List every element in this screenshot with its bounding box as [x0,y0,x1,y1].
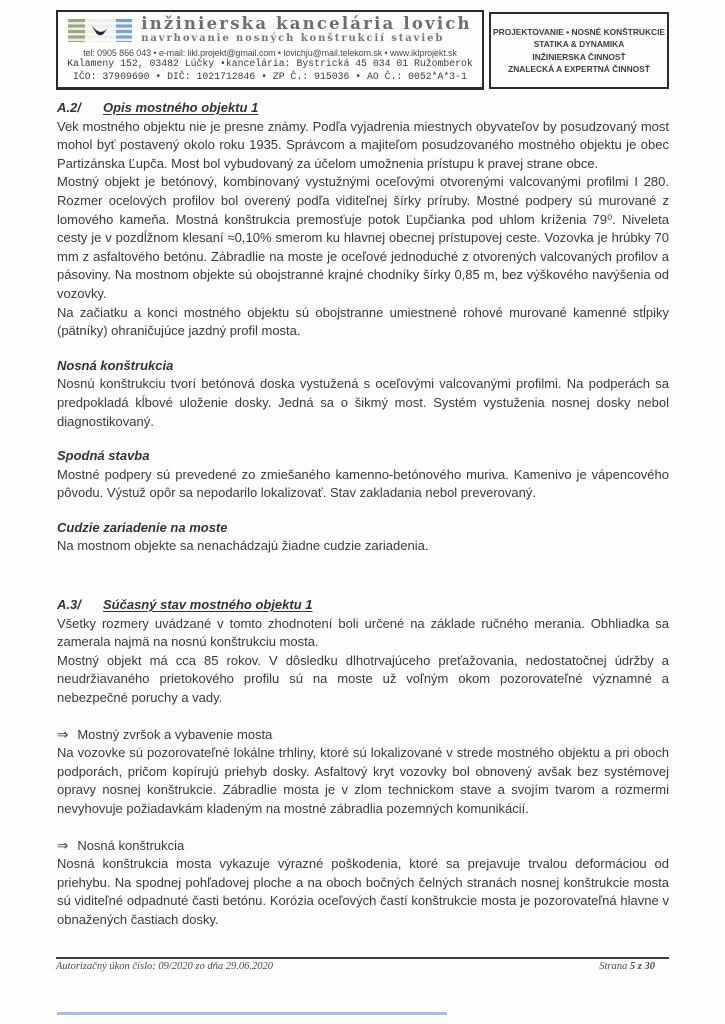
service-line-4: ZNALECKÁ A EXPERTNÁ ČINNOSŤ [508,64,650,74]
subsection-heading: Spodná stavba [57,448,150,464]
paragraph: Mostné podpery sú prevedené zo zmiešaného kamenno-betónového muriva. Kamenivo je vápencového pôvodu. Výstuž opôr sa nepodarilo lokalizovať. Stav zakladania nebol preverovaný. [57,466,669,501]
authorization-note: Autorizačný úkon číslo: 09/2020 zo dňa 29.06.2020 [56,961,273,972]
arrow-item-label: Mostný zvršok a vybavenie mosta [77,726,273,742]
document-body [57,99,669,930]
page-footer [56,957,669,972]
arrow-list-item [57,837,669,856]
double-arrow-icon: ⇒ [57,837,69,853]
paragraph: Nosná konštrukcia mosta vykazuje výrazné poškodenia, ktoré sa prejavuje trvalou deformáciou od priehybu. Na spodnej pohľadovej ploche a na oboch bočných čelných stranách nosnej konštrukcie mosta sú viditeľné odpadnuté časti betónu. Korózia oceľových častí konštrukcie mosta je pozorovateľná hlavne v obnažených častiach dosky. [57,856,669,927]
bottom-scan-line [57,1012,447,1015]
spacer [57,819,669,837]
letterhead [56,10,669,90]
logo-bird-icon [85,19,116,42]
company-tagline: navrhovanie nosných konštrukcií stavieb [141,33,445,44]
company-logo [68,19,132,42]
spacer [57,503,669,519]
paragraph: Na vozovke sú pozorovateľné lokálne trhliny, ktoré sú lokalizované v strede mostného objektu a pri oboch podporách, pričom kopírujú priehyb dosky. Asfaltový kryt vozovky bol obnovený avšak bez systémovej opravy nosnej konštrukcie. Zábradlie mosta je v zlom technickom stave a svojím tvarom a rozmermi nevyhovuje požiadavkám kladeným na mostné zábradlia pozemných komunikácií. [57,745,669,816]
paragraph: Nosnú konštrukciu tvorí betónová doska vystužená s oceľovými valcovanými profilmi. Na podperách sa predpokladá kĺbové uloženie dosky. Jedná sa o šikmý most. Systém vystuženia nosnej dosky nebol diagnostikovaný. [57,376,669,429]
spacer [57,708,669,726]
subsection-heading: Cudzie zariadenie na moste [57,519,228,535]
page-number-label: Strana [599,961,628,972]
paragraph: Vek mostného objektu nie je presne známy. Podľa vyjadrenia miestnych obyvateľov by posudzovaný most mohol byť postavený okolo roku 1935. Správcom a majiteľom posudzovaného mostného objektu je obec Partizánska Ľupča. Most bol vybudovaný za účelom umožnenia prístupu k pravej strane obce. [57,118,669,171]
paragraph: Všetky rozmery uvádzané v tomto zhodnotení boli určené na základe ručného merania. Obhliadka sa zamerala najmä na nosnú konštrukciu mosta. [57,615,669,650]
section-title: Súčasný stav mostného objektu 1 [103,597,313,613]
page-number [599,961,669,972]
paragraph: Mostný objekt je betónový, kombinovaný vystužnými oceľovými otvorenými valcovanými profilmi I 280. Rozmer ocelových profilov bol overený podľa viditeľnej šírky príruby. Mostné podpery sú murované z lomového kameňa. Mostná konštrukcia premosťuje potok Ľupčianka pod uhlom kríženia 79⁰. Niveleta cesty je v pozdĺžnom klesaní ≈0,10% smerom ku hlavnej obecnej prístupovej ceste. Vozovka je hrúbky 70 mm z asfaltového betónu. Zábradlie na moste je oceľové jednoduché z otvorených valcovaných profilov a pásoviny. Na mostnom objekte sú obojstranné krajné chodníky šírky 0,85 m, bez výškového navýšenia od vozovky. [57,174,669,301]
section-number: A.2/ [57,100,81,115]
contact-line-1: tel: 0905 866 043 • e-mail: likl.projekt@gmail.com • lovichju@mail.telekom.sk • www.iklprojekt.sk [83,48,457,58]
letterhead-services-box [489,12,669,89]
arrow-list-item [57,726,669,745]
service-line-3: INŽINIERSKA ČINNOSŤ [532,51,626,62]
service-line-1: PROJEKTOVANIE • NOSNÉ KONŠTRUKCIE [492,26,665,37]
spacer [57,556,669,596]
paragraph: Mostný objekt má cca 85 rokov. V dôsledku dlhotrvajúceho preťažovania, nedostatočnej údržby a neudržiavaného prietokového profilu sú na moste už voľným okom pozorovateľné významné a nebezpečné poruchy a vady. [57,652,669,706]
section-title: Opis mostného objektu 1 [103,100,259,115]
section-heading [57,99,669,118]
page-number-value: 5 z 30 [629,961,655,972]
section-heading [57,596,669,615]
paragraph: Na mostnom objekte sa nenachádzajú žiadne cudzie zariadenia. [57,538,429,554]
double-arrow-icon: ⇒ [57,726,69,742]
spacer [57,341,669,357]
letterhead-company-box [56,10,484,90]
contact-line-2: Kalameny 152, 03482 Lúčky •kancelária: Bystrická 45 034 01 Ružomberok [67,58,473,69]
subsection-heading: Nosná konštrukcia [57,357,174,373]
paragraph: Na začiatku a konci mostného objektu sú obojstranne umiestnené rohové murované kamenné stĺpiky (pätníky) ohraničujúce jazdný profil mosta. [57,304,669,339]
company-name: inžinierska kancelária lovich [141,14,472,33]
service-line-2: STATIKA & DYNAMIKA [533,39,625,49]
arrow-item-label: Nosná konštrukcia [77,837,185,853]
spacer [57,431,669,447]
section-number: A.3/ [57,597,81,613]
contact-line-3: IČO: 37909690 • DIČ: 1021712846 • ZP Č.: 915036 • AO Č.: 0052*A*3-1 [73,70,467,82]
